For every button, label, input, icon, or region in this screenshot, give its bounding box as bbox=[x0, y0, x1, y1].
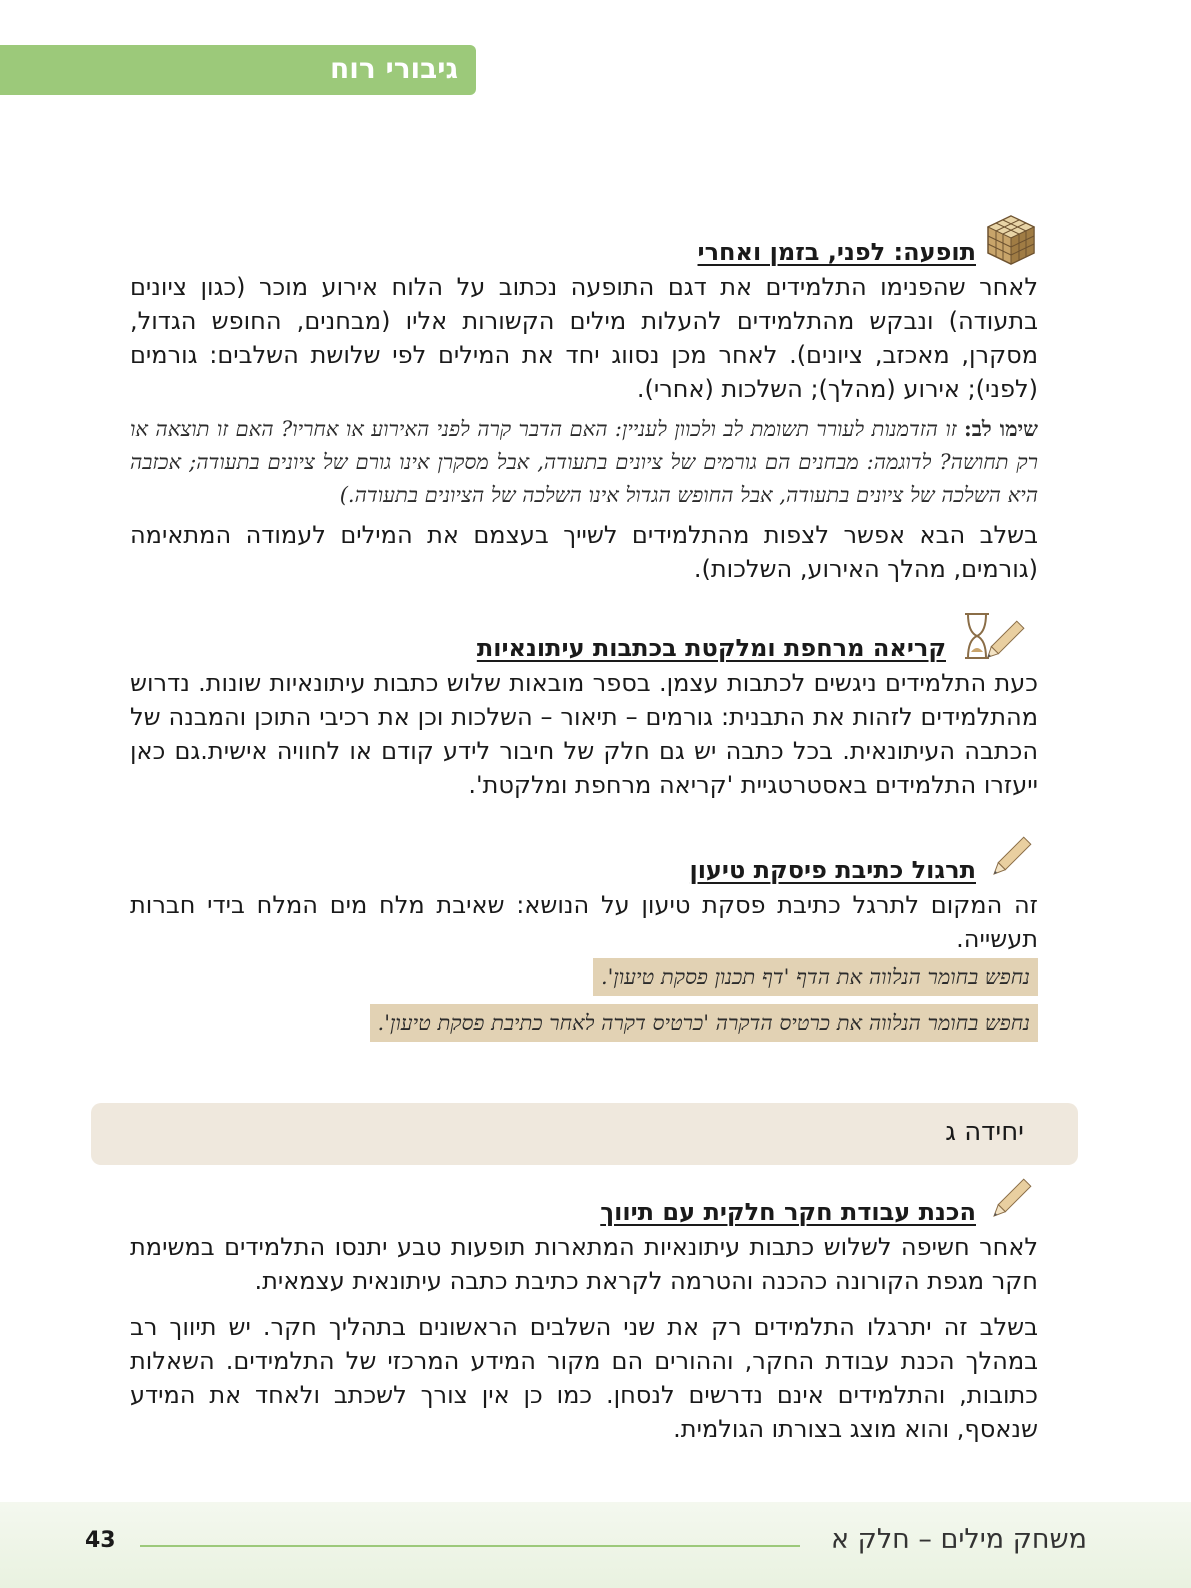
section-paragraph-2: בשלב הבא אפשר לצפות מהתלמידים לשייך בעצמם את המילים לעמודה המתאימה (גורמים, מהלך האירוע, השלכות). bbox=[130, 521, 1038, 583]
unit-label: יחידה ג bbox=[945, 1117, 1024, 1147]
note-label: שימו לב: bbox=[964, 416, 1038, 441]
section-heading bbox=[130, 1172, 1038, 1226]
note-text: זו הזדמנות לעורר תשומת לב ולכוון לעניין: האם הדבר קרה לפני האירוע או אחריו? האם זו תוצאה או רק תחושה? לדוגמה: מבחנים הם גורמים של ציונים בתעודה, אבל מסקרן אינו גורם של ציונים בתעודה; אכזבה היא השלכה של ציונים בתעודה, אבל החופש הגדול אינו השלכה של הציונים בתעודה.) bbox=[130, 417, 1038, 507]
section-phenomenon bbox=[130, 212, 1038, 586]
pencil-hourglass-icon bbox=[954, 608, 1038, 662]
pencil-icon bbox=[984, 830, 1038, 884]
footer-divider bbox=[140, 1545, 800, 1547]
section-paragraph-2: בשלב זה יתרגלו התלמידים רק את שני השלבים הראשונים בתהליך חקר. יש תיווך רב במהלך הכנת עבודת החקר, וההורים הם מקור המידע המרכזי של התלמידים. השאלות כתובות, והתלמידים אינם נדרשים לנסחן. כמו כן אין צורך לשכתב ולאחד את המידע שנאסף, והוא מוצג בצורתו הגולמית. bbox=[130, 1313, 1038, 1443]
page-number: 43 bbox=[85, 1528, 116, 1553]
section-heading bbox=[130, 212, 1038, 266]
section-research bbox=[130, 1172, 1038, 1446]
highlight-note: נחפש בחומר הנלווה את כרטיס הדקרה 'כרטיס דקרה לאחר כתיבת פסקת טיעון'. bbox=[130, 1004, 1038, 1042]
page-footer bbox=[0, 1502, 1191, 1588]
section-heading bbox=[130, 608, 1038, 662]
section-paragraph: לאחר חשיפה לשלוש כתבות עיתונאיות המתארות תופעות טבע יתנסו התלמידים במשימת חקר מגפת הקורונה כהכנה והטרמה לקראת כתיבת כתבה עיתונאית עצמאית. bbox=[130, 1233, 1038, 1295]
section-title: הכנת עבודת חקר חלקית עם תיווך bbox=[600, 1198, 976, 1226]
unit-bar bbox=[91, 1103, 1078, 1165]
section-heading bbox=[130, 830, 1038, 884]
teacher-note bbox=[130, 412, 1038, 512]
highlight-note: נחפש בחומר הנלווה את הדף 'דף תכנון פסקת טיעון'. bbox=[130, 958, 1038, 996]
section-title: תופעה: לפני, בזמן ואחרי bbox=[697, 238, 976, 266]
pencil-icon bbox=[984, 1172, 1038, 1226]
header-tab-label: גיבורי רוח bbox=[330, 52, 458, 85]
section-paragraph: זה המקום לתרגל כתיבת פסקת טיעון על הנושא: שאיבת מלח מים המלח בידי חברות תעשייה. bbox=[130, 891, 1038, 953]
cube-icon bbox=[984, 212, 1038, 266]
section-title: קריאה מרחפת ומלקטת בכתבות עיתונאיות bbox=[476, 634, 946, 662]
header-tab bbox=[0, 45, 476, 95]
section-title: תרגול כתיבת פיסקת טיעון bbox=[689, 856, 976, 884]
section-argument-paragraph bbox=[130, 830, 1038, 1042]
section-paragraph: כעת התלמידים ניגשים לכתבות עצמן. בספר מובאות שלוש כתבות עיתונאיות שונות. נדרוש מהתלמידים לזהות את התבנית: גורמים – תיאור – השלכות וכן את רכיבי התוכן והמבנה של הכתבה העיתונאית. בכל כתבה יש גם חלק של חיבור לידע קודם או לחוויה אישית.גם כאן ייעזרו התלמידים באסטרטגיית 'קריאה מרחפת ומלקטת'. bbox=[130, 669, 1038, 799]
section-skim-reading bbox=[130, 608, 1038, 802]
highlight-list bbox=[130, 958, 1038, 1042]
book-title: משחק מילים – חלק א bbox=[831, 1524, 1087, 1555]
section-paragraph: לאחר שהפנימו התלמידים את דגם התופעה נכתוב על הלוח אירוע מוכר (כגון ציונים בתעודה) ונבקש מהתלמידים להעלות מילים הקשורות אליו (מבחנים, החופש הגדול, מסקרן, מאכזב, ציונים). לאחר מכן נסווג יחד את המילים לפי שלושת השלבים: גורמים (לפני); אירוע (מהלך); השלכות (אחרי). bbox=[130, 273, 1038, 403]
